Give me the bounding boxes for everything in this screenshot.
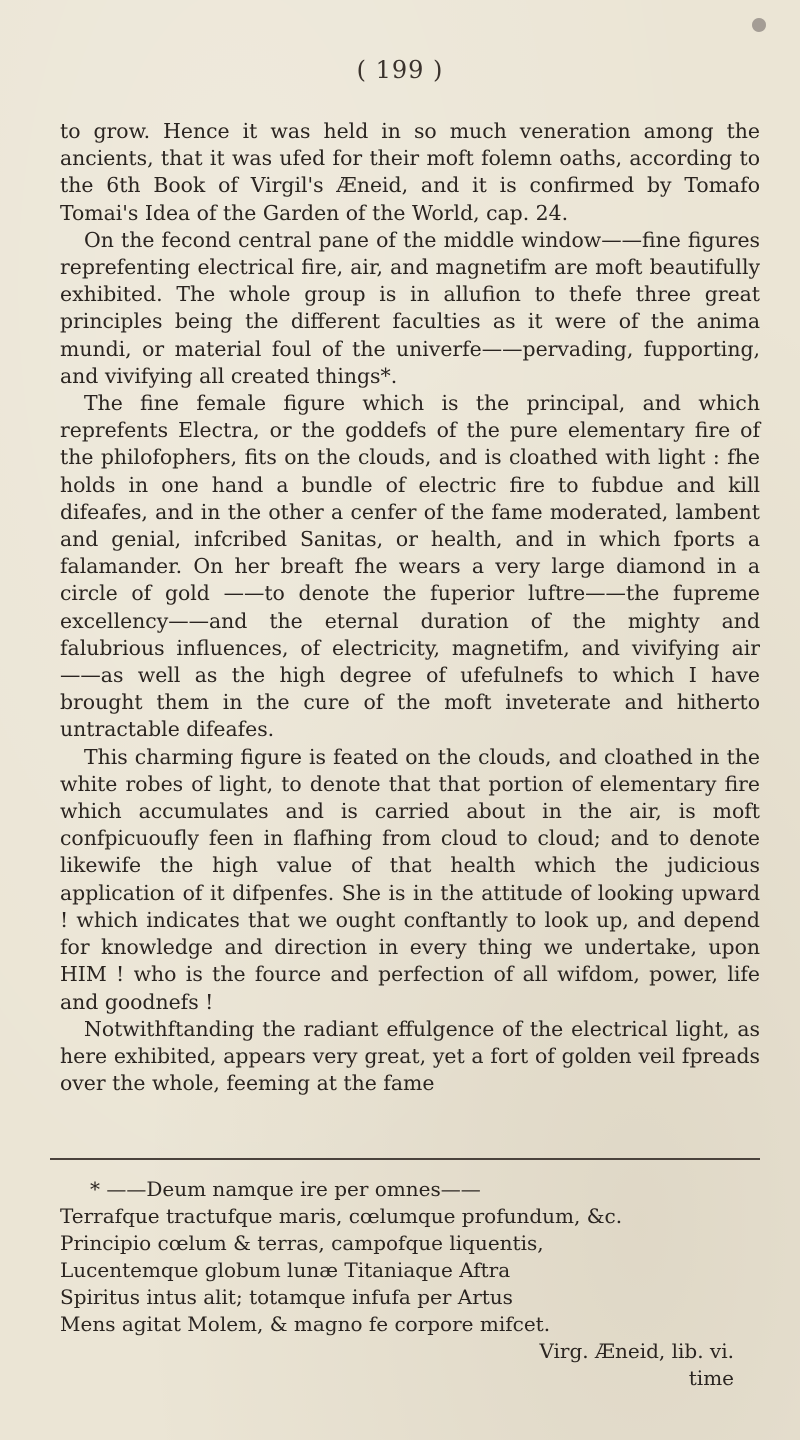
footnote-line: Terrafque tractufque maris, cœlumque profundum, &c.	[60, 1204, 623, 1228]
catchword: time	[688, 1366, 734, 1390]
footnote-line: * ——Deum namque ire per omnes——	[90, 1177, 481, 1201]
paragraph: On the fecond central pane of the middle window——fine figures reprefenting electrical fire, air, and magnetifm are moft beautifully exhibited. The whole group is in allufion to thefe three great principles being the different faculties as it were of the anima mundi, or material foul of the univerfe——pervading, fupporting, and vivifying all created things*.	[60, 227, 760, 388]
footnote-line: Principio cœlum & terras, campofque liquentis,	[60, 1231, 544, 1255]
paragraph: The fine female figure which is the principal, and which reprefents Electra, or the goddefs of the pure elementary fire of the philofophers, fits on the clouds, and is cloathed with light : fhe holds in one hand a bundle of electric fire to fubdue and kill difeafes, and in the other a cenfer of the fame moderated, lambent and genial, infcribed Sanitas, or health, and in which fports a falamander. On her breaft fhe wears a very large diamond in a circle of gold ——to denote the fuperior luftre——the fupreme excellency——and the eternal duration of the mighty and falubrious influences, of electricity, magnetifm, and vivifying air——as well as the high degree of ufefulnefs to which I have brought them in the cure of the moft inveterate and hitherto untractable difeafes.	[60, 391, 760, 742]
footnote-line: Lucentemque globum lunæ Titaniaque Aftra	[60, 1258, 511, 1282]
footnote	[60, 1176, 760, 1392]
paragraph: This charming figure is feated on the clouds, and cloathed in the white robes of light, to denote that that portion of elementary fire which accumulates and is carried about in the air, is moft confpicuoufly feen in flafhing from cloud to cloud; and to denote likewife the high value of that health which the judicious application of it difpenfes. She is in the attitude of looking upward ! which indicates that we ought conftantly to look up, and depend for knowledge and direction in every thing we undertake, upon HIM ! who is the fource and perfection of all wifdom, power, life and goodnefs !	[60, 744, 760, 1014]
ink-spot	[752, 18, 766, 32]
main-text	[60, 118, 760, 1097]
paragraph: Notwithftanding the radiant effulgence of the electrical light, as here exhibited, appears very great, yet a fort of golden veil fpreads over the whole, feeming at the fame	[60, 1016, 760, 1096]
footnote-rule	[50, 1158, 760, 1160]
footnote-line: Spiritus intus alit; totamque infufa per Artus	[60, 1285, 513, 1309]
footnote-source: Virg. Æneid, lib. vi.	[539, 1339, 734, 1363]
paragraph: to grow. Hence it was held in so much veneration among the ancients, that it was ufed for their moft folemn oaths, according to the 6th Book of Virgil's Æneid, and it is confirmed by Tomafo Tomai's Idea of the Garden of the World, cap. 24.	[60, 119, 760, 225]
page-number: ( 199 )	[356, 56, 444, 84]
footnote-line: Mens agitat Molem, & magno fe corpore mifcet.	[60, 1312, 551, 1336]
